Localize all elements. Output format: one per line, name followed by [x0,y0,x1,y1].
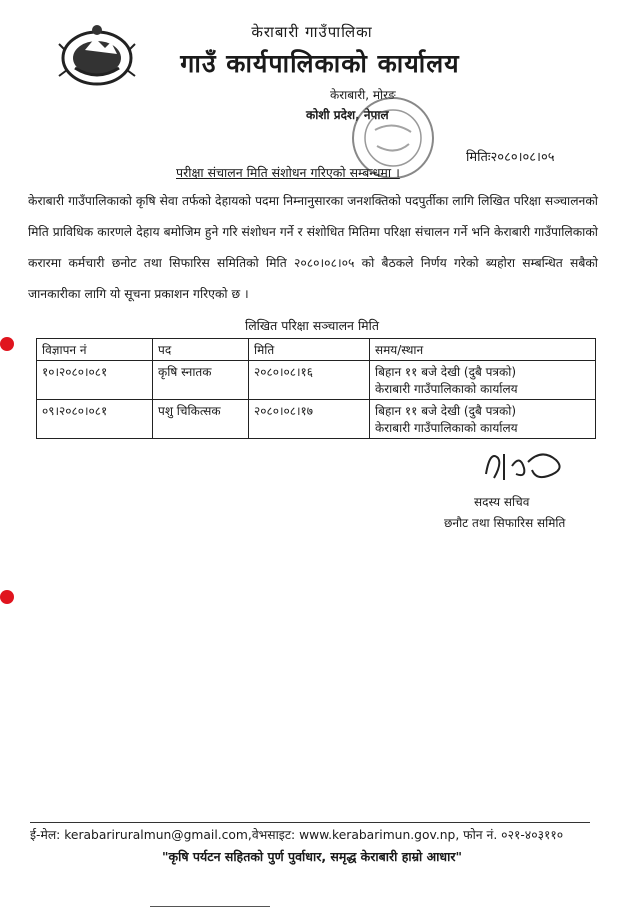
letter-date: मितिः२०८०।०८।०५ [466,150,555,165]
cell-venue: केराबारी गाउँपालिकाको कार्यालय [375,382,518,396]
table-header-row [37,339,596,361]
table-row [37,361,596,400]
letter-subject: परीक्षा संचालन मिति संशोधन गरिएको सम्बन्धमा । [176,165,400,180]
footer-contact: ई-मेल: kerabariruralmun@gmail.com,वेभसाइट: www.kerabarimun.gov.np, फोन नं. ०२१-४०३११० [30,828,564,842]
address-line-2: कोशी प्रदेश, नेपाल [306,108,389,122]
cell-post: पशु चिकित्सक [153,400,249,439]
bottom-divider [150,906,270,907]
header-ad-no: विज्ञापन नं [37,339,153,361]
exam-table-title: लिखित परिक्षा सञ्चालन मिति [244,318,380,333]
signatory-committee: छनौट तथा सिफारिस समिति [444,516,566,530]
punch-hole-bottom [0,590,14,604]
footer-divider [30,822,590,823]
signatory-title: सदस्य सचिव [474,495,530,509]
header-post: पद [153,339,249,361]
cell-ad-no: १०।२०८०।०८१ [37,361,153,400]
punch-hole-top [0,337,14,351]
cell-time-venue [370,400,596,439]
exam-schedule-table [36,338,596,439]
address-line-1: केराबारी, मोरङ [330,88,396,102]
header-time-venue: समय/स्थान [370,339,596,361]
cell-post: कृषि स्नातक [153,361,249,400]
footer-motto: "कृषि पर्यटन सहितको पुर्ण पुर्वाधार, समृद्ध केराबारी हाम्रो आधार" [162,849,462,864]
table-row [37,400,596,439]
cell-time: बिहान ११ बजे देखी (दुबै पत्रको) [375,365,517,379]
municipality-name: केराबारी गाउँपालिका [251,23,373,41]
handwritten-signature [476,444,576,490]
office-title: गाउँ कार्यपालिकाको कार्यालय [180,49,460,78]
cell-time-venue [370,361,596,400]
cell-date: २०८०।०८।१६ [249,361,370,400]
cell-time: बिहान ११ बजे देखी (दुबै पत्रको) [375,404,517,418]
cell-ad-no: ०९।२०८०।०८१ [37,400,153,439]
header-date: मिति [249,339,370,361]
letter-body: केराबारी गाउँपालिकाको कृषि सेवा तर्फको देहायको पदमा निम्नानुसारका जनशक्तिको पदपुर्तीका लागि लिखित परिक्षा सञ्चालनको मिति प्राविधिक कारणले देहाय बमोजिम हुने गरि संशोधन गर्ने र संशोधित मितिमा परिक्षा संचालन गर्ने भनि केराबारी गाउँपालिकाको करारमा कर्मचारी छनोट तथा सिफारिस समितिको मिति २०८०।०८।०५ को बैठकले निर्णय गरेको ब्यहोरा सम्बन्धित सबैको जानकारीका लागि यो सूचना प्रकाशन गरिएको छ । [28,194,598,301]
cell-venue: केराबारी गाउँपालिकाको कार्यालय [375,421,518,435]
cell-date: २०८०।०८।१७ [249,400,370,439]
